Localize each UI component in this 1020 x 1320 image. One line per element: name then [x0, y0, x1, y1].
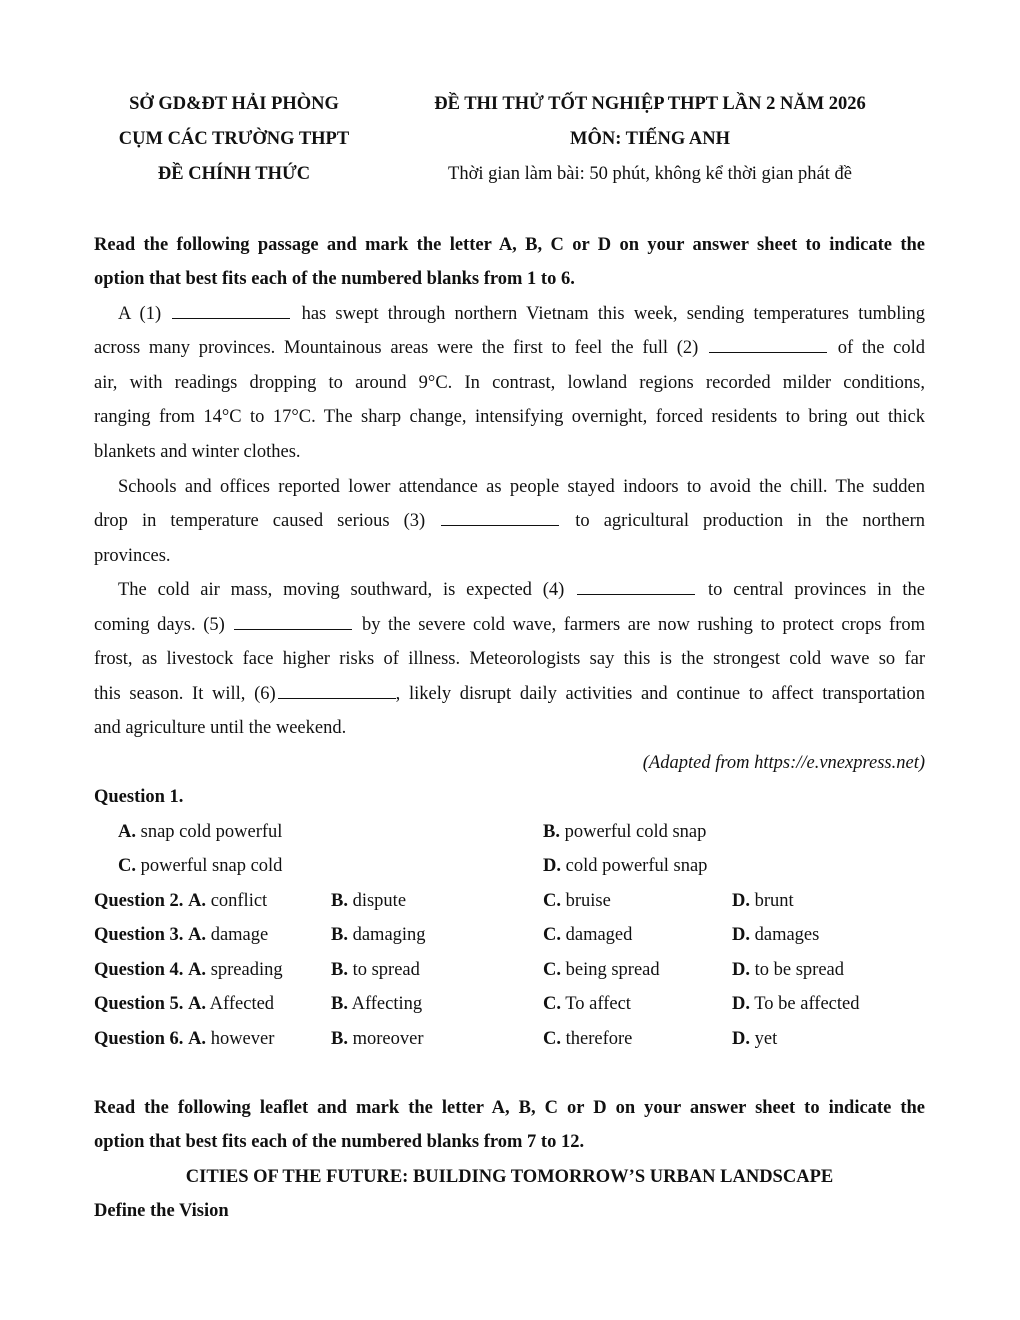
- passage-p2-line-3: provinces.: [94, 546, 171, 566]
- option-letter: D.: [732, 925, 750, 945]
- question-6-option-b[interactable]: [331, 1022, 423, 1056]
- option-letter: B.: [331, 891, 348, 911]
- passage-p3-line-4: [94, 677, 925, 711]
- option-text: conflict: [210, 891, 268, 911]
- option-letter: C.: [543, 1029, 561, 1049]
- question-6-option-d[interactable]: [732, 1022, 777, 1056]
- question-3-option-d[interactable]: [732, 918, 819, 952]
- blank-6: [278, 684, 396, 699]
- option-text: damaged: [565, 925, 633, 945]
- question-label: Question 4.: [94, 960, 184, 980]
- option-letter: A.: [188, 960, 207, 980]
- option-letter: D.: [732, 994, 750, 1014]
- option-text: To be affected: [754, 994, 860, 1014]
- question-4-option-d[interactable]: [732, 953, 844, 987]
- option-text: Affected: [209, 994, 275, 1014]
- option-text: brunt: [754, 891, 794, 911]
- option-letter: A.: [188, 925, 207, 945]
- passage-text: has swept through northern Vietnam this week, sending temperatures tumbling: [301, 304, 926, 324]
- question-label: Question 5.: [94, 994, 184, 1014]
- option-letter: B.: [331, 1029, 348, 1049]
- blank-1: [172, 304, 290, 319]
- passage-p2-line-2: [94, 504, 925, 538]
- question-6-option-a[interactable]: [94, 1022, 274, 1056]
- option-text: dispute: [352, 891, 407, 911]
- q1-option-b[interactable]: [543, 815, 706, 849]
- option-letter: C.: [543, 891, 561, 911]
- option-letter: C.: [118, 856, 136, 876]
- option-letter: B.: [331, 925, 348, 945]
- header-left-line-1: SỞ GD&ĐT HẢI PHÒNG: [129, 94, 339, 114]
- option-letter: C.: [543, 994, 561, 1014]
- option-letter: B.: [331, 994, 348, 1014]
- leaflet-title: CITIES OF THE FUTURE: BUILDING TOMORROW’S URBAN LANDSCAPE: [185, 1167, 834, 1187]
- option-text: damaging: [352, 925, 426, 945]
- passage-text: The cold air mass, moving southward, is expected (4): [118, 580, 565, 600]
- question-5-option-a[interactable]: [94, 987, 274, 1021]
- section2-instruction-1: Read the following leaflet and mark the letter A, B, C or D on your answer sheet to indicate the: [94, 1098, 925, 1118]
- section1-instruction-2: option that best fits each of the numbered blanks from 1 to 6.: [94, 269, 575, 289]
- passage-text: of the cold: [837, 338, 926, 358]
- passage-p2-line-1: Schools and offices reported lower attendance as people stayed indoors to avoid the chill. The sudden: [118, 477, 925, 497]
- question-3-option-a[interactable]: [94, 918, 268, 952]
- passage-p3-line-3: frost, as livestock face higher risks of illness. Meteorologists say this is the strongest cold wave so far: [94, 649, 925, 669]
- option-text: powerful cold snap: [564, 822, 707, 842]
- option-text: yet: [754, 1029, 778, 1049]
- option-text: To affect: [565, 994, 631, 1014]
- question-5-option-c[interactable]: [543, 987, 631, 1021]
- option-text: spreading: [210, 960, 283, 980]
- section2-instruction-2: option that best fits each of the numbered blanks from 7 to 12.: [94, 1132, 585, 1152]
- passage-text: coming days. (5): [94, 615, 225, 635]
- option-letter: A.: [188, 1029, 207, 1049]
- passage-text: by the severe cold wave, farmers are now rushing to protect crops from: [361, 615, 926, 635]
- q1-option-a[interactable]: [118, 815, 282, 849]
- option-text: moreover: [352, 1029, 424, 1049]
- exam-time: Thời gian làm bài: 50 phút, không kể thời gian phát đề: [448, 164, 852, 184]
- passage-text: A (1): [118, 304, 162, 324]
- passage-p1-line-5: blankets and winter clothes.: [94, 442, 301, 462]
- header-left-line-3: ĐỀ CHÍNH THỨC: [157, 164, 311, 184]
- option-letter: D.: [732, 891, 750, 911]
- option-letter: B.: [543, 822, 560, 842]
- passage-text: drop in temperature caused serious (3): [94, 511, 426, 531]
- exam-subject: MÔN: TIẾNG ANH: [569, 129, 730, 149]
- option-letter: B.: [331, 960, 348, 980]
- option-letter: D.: [543, 856, 561, 876]
- option-letter: C.: [543, 925, 561, 945]
- passage-text: this season. It will, (6): [94, 684, 276, 704]
- option-text: damage: [210, 925, 269, 945]
- option-letter: A.: [188, 994, 207, 1014]
- passage-p1-line-3: air, with readings dropping to around 9°C. In contrast, lowland regions recorded milder conditions,: [94, 373, 925, 393]
- option-letter: C.: [543, 960, 561, 980]
- question-4-option-a[interactable]: [94, 953, 283, 987]
- blank-4: [577, 580, 695, 595]
- header-left-line-2: CỤM CÁC TRƯỜNG THPT: [118, 129, 350, 149]
- option-letter: A.: [188, 891, 207, 911]
- option-text: Affecting: [351, 994, 423, 1014]
- question-4-option-c[interactable]: [543, 953, 660, 987]
- question-label: Question 2.: [94, 891, 184, 911]
- option-letter: D.: [732, 960, 750, 980]
- blank-3: [441, 511, 559, 526]
- question-label: Question 3.: [94, 925, 184, 945]
- option-text: being spread: [565, 960, 660, 980]
- option-text: however: [210, 1029, 275, 1049]
- question-6-option-c[interactable]: [543, 1022, 632, 1056]
- passage-p3-line-1: [118, 573, 925, 607]
- option-letter: A.: [118, 822, 136, 842]
- leaflet-subheading: Define the Vision: [94, 1201, 229, 1221]
- q1-option-d[interactable]: [543, 849, 707, 883]
- question-2-option-d[interactable]: [732, 884, 794, 918]
- option-text: damages: [754, 925, 820, 945]
- question-2-option-b[interactable]: [331, 884, 406, 918]
- passage-p3-line-5: and agriculture until the weekend.: [94, 718, 347, 738]
- passage-text: to agricultural production in the northern: [575, 511, 925, 531]
- option-text: bruise: [565, 891, 611, 911]
- section1-instruction-1: Read the following passage and mark the letter A, B, C or D on your answer sheet to indicate the: [94, 235, 925, 255]
- option-text: to be spread: [754, 960, 845, 980]
- option-text: therefore: [565, 1029, 633, 1049]
- question-label: Question 6.: [94, 1029, 184, 1049]
- q1-option-c[interactable]: [118, 849, 282, 883]
- passage-source: (Adapted from https://e.vnexpress.net): [642, 753, 925, 773]
- question-1-label: Question 1.: [94, 787, 184, 807]
- option-text: cold powerful snap: [565, 856, 708, 876]
- question-3-option-b[interactable]: [331, 918, 426, 952]
- exam-title: ĐỀ THI THỬ TỐT NGHIỆP THPT LẦN 2 NĂM 2026: [434, 94, 866, 114]
- passage-p1-line-4: ranging from 14°C to 17°C. The sharp change, intensifying overnight, forced residents to bring out thick: [94, 407, 925, 427]
- option-text: to spread: [352, 960, 420, 980]
- question-5-option-b[interactable]: [331, 987, 422, 1021]
- passage-text: to central provinces in the: [708, 580, 925, 600]
- option-text: snap cold powerful: [140, 822, 283, 842]
- option-text: powerful snap cold: [140, 856, 283, 876]
- passage-text: across many provinces. Mountainous areas were the first to feel the full (2): [94, 338, 699, 358]
- option-letter: D.: [732, 1029, 750, 1049]
- question-3-option-c[interactable]: [543, 918, 632, 952]
- blank-2: [709, 338, 827, 353]
- question-4-option-b[interactable]: [331, 953, 420, 987]
- question-5-option-d[interactable]: [732, 987, 860, 1021]
- blank-5: [234, 615, 352, 630]
- question-2-option-a[interactable]: [94, 884, 267, 918]
- passage-p1-line-2: [94, 331, 925, 365]
- passage-text: , likely disrupt daily activities and continue to affect transportation: [395, 684, 925, 704]
- passage-p1-line-1: [118, 297, 925, 331]
- question-2-option-c[interactable]: [543, 884, 611, 918]
- passage-p3-line-2: [94, 608, 925, 642]
